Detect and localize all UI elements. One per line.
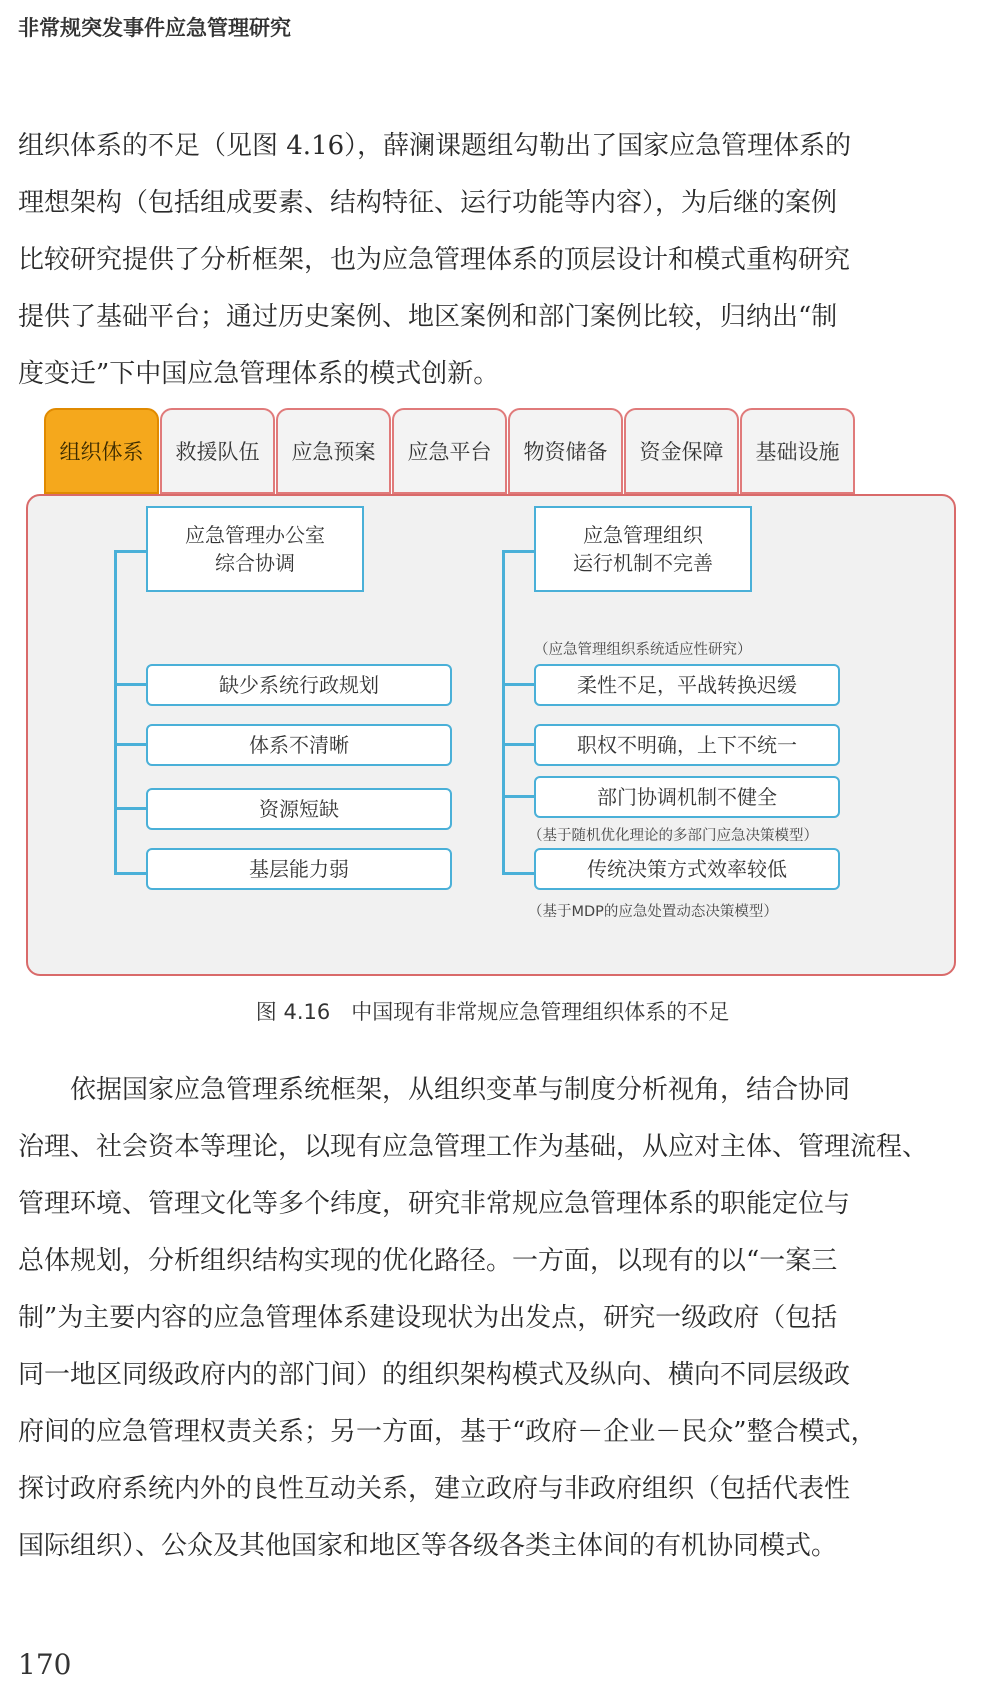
connector-line (114, 743, 148, 746)
text-line: 组织体系的不足（见图 4.16），薛澜课题组勾勒出了国家应急管理体系的 (18, 131, 852, 161)
right-header-node (534, 506, 752, 592)
tab-material-reserves: 物资储备 (508, 408, 623, 494)
right-header-line2: 运行机制不完善 (573, 551, 713, 575)
connector-line (502, 550, 505, 874)
text-line: 探讨政府系统内外的良性互动关系，建立政府与非政府组织（包括代表性 (18, 1474, 851, 1504)
left-header-line2: 综合协调 (215, 551, 295, 575)
left-item-node: 资源短缺 (146, 788, 452, 830)
text-line: 同一地区同级政府内的部门间）的组织架构模式及纵向、横向不同层级政 (18, 1360, 851, 1390)
right-note-mdp: （基于MDP的应急处置动态决策模型） (528, 904, 778, 920)
right-item-node: 职权不明确，上下不统一 (534, 724, 840, 766)
tab-emergency-plans: 应急预案 (276, 408, 391, 494)
text-line: 比较研究提供了分析框架，也为应急管理体系的顶层设计和模式重构研究 (18, 245, 851, 275)
tab-rescue-teams: 救援队伍 (160, 408, 275, 494)
text-line: 管理环境、管理文化等多个纬度，研究非常规应急管理体系的职能定位与 (18, 1189, 851, 1219)
text-line: 总体规划，分析组织结构实现的优化路径。一方面，以现有的以“一案三 (18, 1246, 838, 1276)
connector-line (502, 683, 536, 686)
text-line: 理想架构（包括组成要素、结构特征、运行功能等内容），为后继的案例 (18, 188, 838, 218)
connector-line (114, 683, 148, 686)
connector-line (502, 550, 536, 553)
right-note-adaptability: （应急管理组织系统适应性研究） (534, 642, 752, 658)
right-note-stochastic: （基于随机优化理论的多部门应急决策模型） (528, 828, 818, 844)
tab-funding: 资金保障 (624, 408, 739, 494)
right-item-node: 部门协调机制不健全 (534, 776, 840, 818)
page-number: 170 (18, 1648, 72, 1681)
left-item-node: 体系不清晰 (146, 724, 452, 766)
tab-emergency-platform: 应急平台 (392, 408, 507, 494)
connector-line (114, 550, 148, 553)
connector-line (114, 807, 148, 810)
right-item-node: 传统决策方式效率较低 (534, 848, 840, 890)
text-line: 依据国家应急管理系统框架，从组织变革与制度分析视角，结合协同 (70, 1075, 851, 1105)
text-line: 国际组织）、公众及其他国家和地区等各级各类主体间的有机协同模式。 (18, 1531, 838, 1561)
text-line: 制”为主要内容的应急管理体系建设现状为出发点，研究一级政府（包括 (18, 1303, 838, 1333)
left-item-node: 基层能力弱 (146, 848, 452, 890)
text-line: 提供了基础平台；通过历史案例、地区案例和部门案例比较，归纳出“制 (18, 302, 838, 332)
paragraph-1 (18, 118, 964, 403)
connector-line (502, 872, 536, 875)
right-item-node: 柔性不足，平战转换迟缓 (534, 664, 840, 706)
connector-line (502, 743, 536, 746)
figure-caption: 图 4.16 中国现有非常规应急管理组织体系的不足 (255, 1000, 730, 1024)
right-header-line1: 应急管理组织 (583, 523, 703, 547)
left-header-node (146, 506, 364, 592)
text-line: 府间的应急管理权责关系；另一方面，基于“政府－企业－民众”整合模式， (18, 1417, 877, 1447)
paragraph-2 (18, 1062, 964, 1575)
running-head: 非常规突发事件应急管理研究 (18, 16, 291, 40)
connector-line (114, 550, 117, 874)
connector-line (502, 795, 536, 798)
left-item-node: 缺少系统行政规划 (146, 664, 452, 706)
left-header-line1: 应急管理办公室 (185, 523, 325, 547)
text-line: 度变迁”下中国应急管理体系的模式创新。 (18, 359, 500, 389)
connector-line (114, 872, 148, 875)
figure-4-16 (26, 408, 956, 980)
tab-organization-system: 组织体系 (44, 408, 159, 494)
diagram-panel (26, 494, 956, 976)
tab-infrastructure: 基础设施 (740, 408, 855, 494)
text-line: 治理、社会资本等理论，以现有应急管理工作为基础，从应对主体、管理流程、 (18, 1132, 929, 1162)
